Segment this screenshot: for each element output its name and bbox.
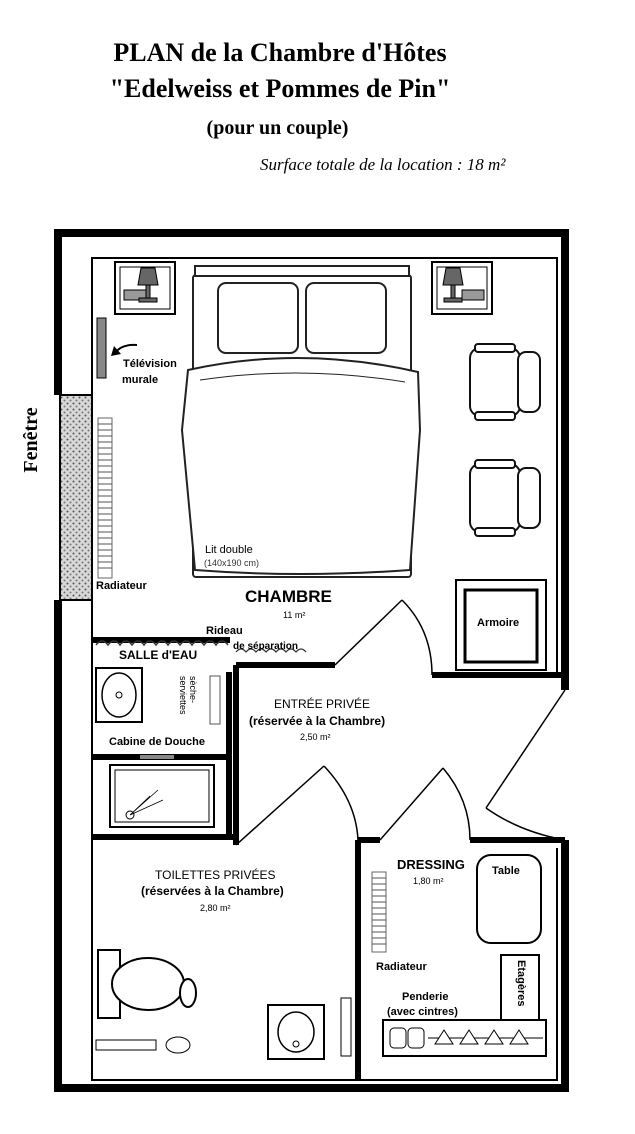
tv-label: Télévision	[123, 358, 177, 370]
bed-size: (140x190 cm)	[204, 558, 260, 568]
toilettes-area: 2,80 m²	[200, 903, 231, 913]
room-chambre: CHAMBRE	[245, 587, 332, 606]
tv-label-2: murale	[122, 374, 159, 386]
toilettes-note: (réservées à la Chambre)	[141, 884, 284, 898]
bathroom-sink	[96, 668, 142, 722]
shower-rail	[140, 755, 174, 759]
nightstand-left	[115, 262, 175, 314]
radiator-bedroom	[98, 418, 112, 578]
armchair-1	[470, 344, 540, 420]
shower-cabin	[110, 765, 214, 827]
room-dressing: DRESSING	[397, 857, 465, 872]
entree-area: 2,50 m²	[300, 732, 331, 742]
curtain-label: Rideau	[206, 625, 243, 637]
towel-dryer	[210, 676, 220, 724]
penderie-label: Penderie	[402, 991, 449, 1003]
window-label: Fenêtre	[20, 407, 42, 473]
radiator-dressing	[372, 872, 386, 952]
wall-tv	[97, 318, 106, 378]
radiator-label-1: Radiateur	[96, 580, 147, 592]
plan-title-line2: "Edelweiss et Pommes de Pin"	[109, 74, 451, 103]
plan-title-line1: PLAN de la Chambre d'Hôtes	[113, 38, 447, 67]
room-toilettes: TOILETTES PRIVÉES	[155, 868, 276, 882]
toilet	[96, 950, 196, 1053]
penderie-note: (avec cintres)	[387, 1006, 458, 1018]
shelves-label: Etagères	[515, 960, 527, 1007]
room-entree: ENTRÉE PRIVÉE	[274, 697, 371, 711]
entree-note: (réservée à la Chambre)	[249, 714, 386, 728]
radiator-label-2: Radiateur	[376, 961, 427, 973]
chambre-area: 11 m²	[283, 610, 306, 620]
wc-sink	[268, 998, 351, 1059]
bed-label: Lit double	[205, 544, 253, 556]
wardrobe-rail	[383, 1020, 546, 1056]
plan-subtitle: (pour un couple)	[206, 117, 349, 139]
shower-label: Cabine de Douche	[109, 736, 205, 748]
tv-arrow	[116, 345, 137, 352]
room-salle-eau: SALLE d'EAU	[119, 648, 198, 662]
double-bed	[182, 266, 420, 577]
wardrobe-label: Armoire	[477, 617, 520, 629]
nightstand-right	[432, 262, 492, 314]
towel-dryer-label: sèche-	[188, 676, 198, 704]
table-label: Table	[492, 865, 520, 877]
surface-total: Surface totale de la location : 18 m²	[260, 155, 506, 174]
armchair-2	[470, 460, 540, 536]
towel-dryer-label-2: serviettes	[178, 676, 188, 715]
dressing-area: 1,80 m²	[413, 876, 444, 886]
window	[60, 395, 92, 600]
curtain-label-2: de séparation	[233, 641, 299, 652]
